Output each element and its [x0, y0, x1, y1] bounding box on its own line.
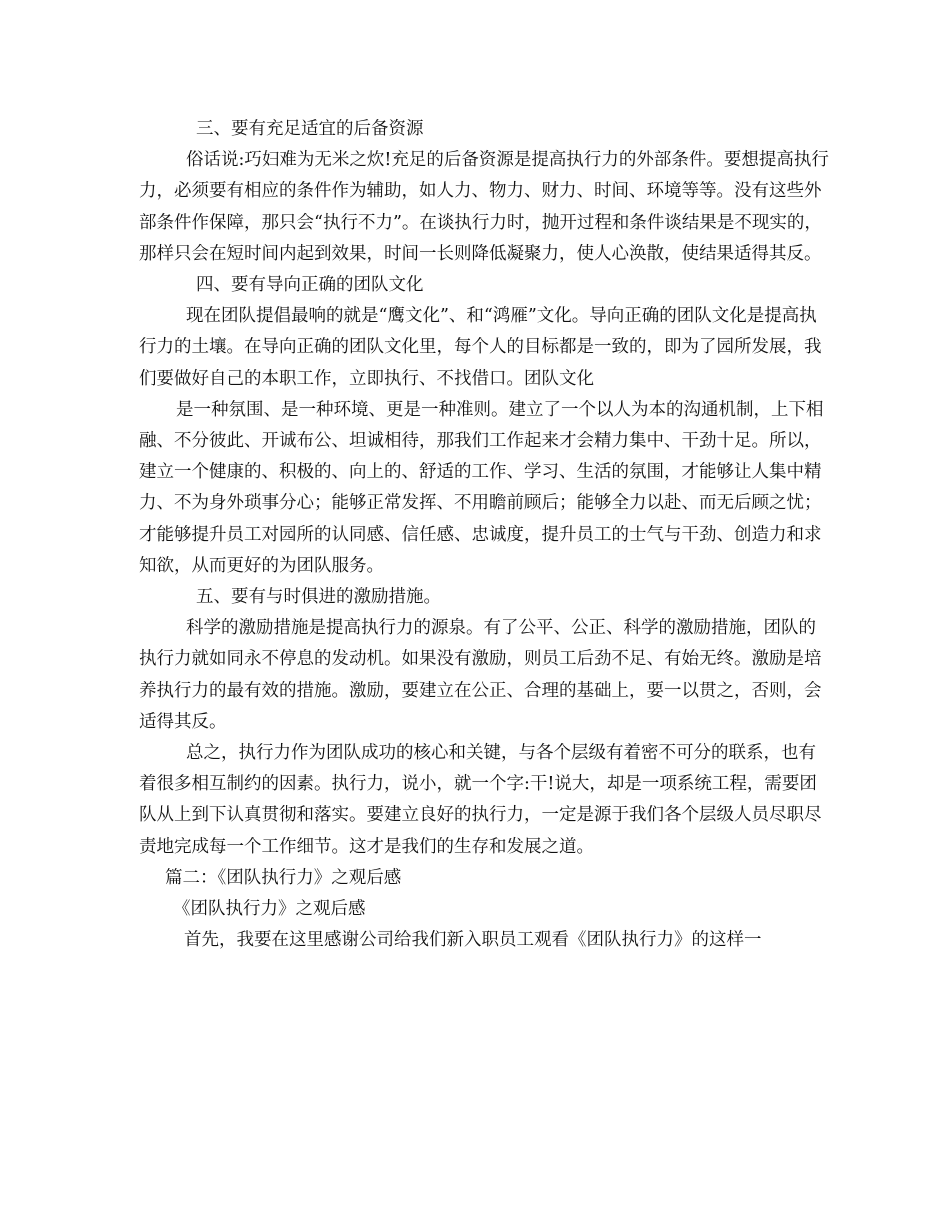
part-2-title: 《团队执行力》之观后感 [173, 899, 366, 920]
paragraph-summary: 总之，执行力作为团队成功的核心和关键，与各个层级有着密不可分的联系，也有着很多相互制约的因素。执行力，说小，就一个字:干!说大，却是一项系统工程，需要团队从上到下认真贯彻和落实。要建立良好的执行力，一定是源于我们各个层级人员尽职尽责地完成每一个工作细节。这才是我们的生存和发展之道。 [139, 743, 822, 857]
part-2-first-paragraph: 首先，我要在这里感谢公司给我们新入职员工观看《团队执行力》的这样一 [184, 930, 762, 951]
part-2-heading: 篇二：《团队执行力》之观后感 [165, 867, 402, 888]
paragraph-culture-b: 是一种氛围、是一种环境、更是一种准则。建立了一个以人为本的沟通机制，上下相融、不分彼此、开诚布公、坦诚相待，那我们工作起来才会精力集中、干劲十足。所以，建立一个健康的、积极的、向上的、舒适的工作、学习、生活的氛围，才能够让人集中精力、不为身外琐事分心；能够正常发挥、不用瞻前顾后；能够全力以赴、而无后顾之忧；才能够提升员工对园所的认同感、信任感、忠诚度，提升员工的士气与干劲、创造力和求知欲，从而更好的为团队服务。 [139, 399, 824, 576]
section-heading-3: 三、要有充足适宜的后备资源 [196, 119, 424, 139]
paragraph-culture-a: 现在团队提倡最响的就是“鹰文化”、和“鸿雁”文化。导向正确的团队文化是提高执行力的土壤。在导向正确的团队文化里，每个人的目标都是一致的，即为了园所发展，我们要做好自己的本职工作，立即执行、不找借口。团队文化 [139, 306, 822, 389]
paragraph-incentives: 科学的激励措施是提高执行力的源泉。有了公平、公正、科学的激励措施，团队的执行力就如同永不停息的发动机。如果没有激励，则员工后劲不足、有始无终。激励是培养执行力的最有效的措施。激励，要建立在公正、合理的基础上，要一以贯之，否则，会适得其反。 [139, 618, 822, 732]
paragraph-resources: 俗话说:巧妇难为无米之炊!充足的后备资源是提高执行力的外部条件。要想提高执行力，必须要有相应的条件作为辅助，如人力、物力、财力、时间、环境等等。没有这些外部条件作保障，那只会“执行不力”。在谈执行力时，抛开过程和条件谈结果是不现实的，那样只会在短时间内起到效果，时间一长则降低凝聚力，使人心涣散，使结果适得其反。 [139, 150, 829, 264]
section-heading-4: 四、要有导向正确的团队文化 [196, 275, 424, 296]
document-body [139, 114, 829, 956]
section-heading-5: 五、要有与时俱进的激励措施。 [196, 587, 441, 608]
